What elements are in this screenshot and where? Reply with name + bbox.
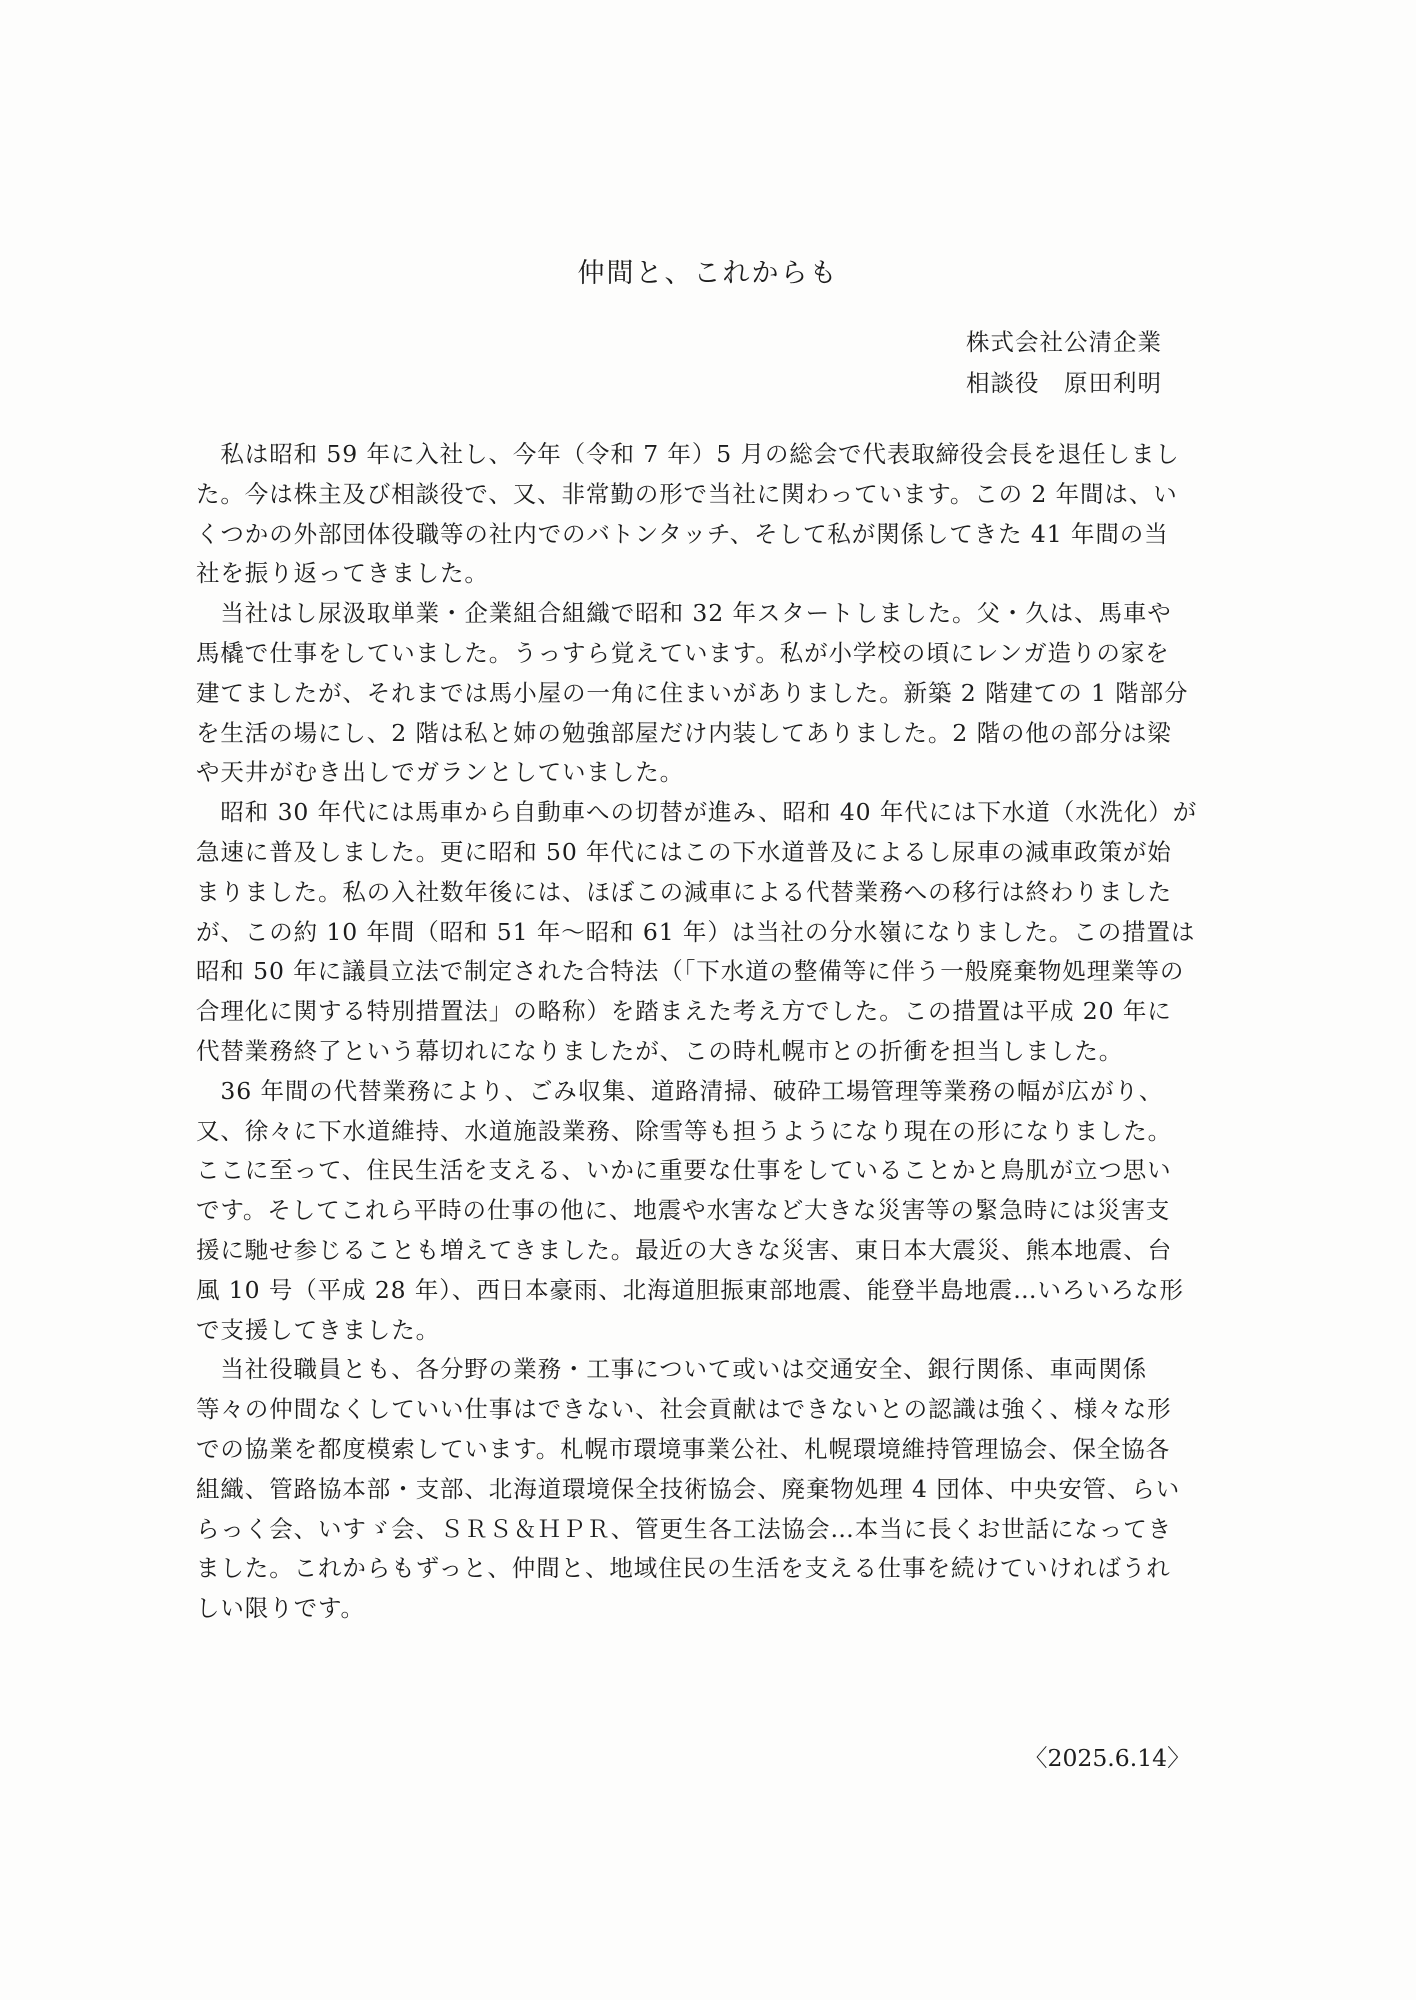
page-title: 仲間と、これからも xyxy=(577,258,839,289)
body-line: 当社役職員とも、各分野の業務・工事について或いは交通安全、銀行関係、車両関係 xyxy=(196,1355,1148,1384)
body-line: 代替業務終了という幕切れになりましたが、この時札幌市との折衝を担当しました。 xyxy=(196,1036,1124,1065)
body-line: らっく会、いすゞ会、ＳＲＳ＆ＨＰＲ、管更生各工法協会…本当に長くお世話になってき xyxy=(196,1514,1172,1543)
body-line: 援に馳せ参じることも増えてきました。最近の大きな災害、東日本大震災、熊本地震、台 xyxy=(196,1235,1172,1264)
body-line: 当社はし尿汲取単業・企業組合組織で昭和 32 年スタートしました。父・久は、馬車や xyxy=(196,599,1172,628)
body-line: 私は昭和 59 年に入社し、今年（令和 7 年）5 月の総会で代表取締役会長を退任しまし xyxy=(196,440,1180,468)
body-line: 風 10 号（平成 28 年）、西日本豪雨、北海道胆振東部地震、能登半島地震…いろいろな形 xyxy=(196,1275,1184,1304)
body-line: で支援してきました。 xyxy=(196,1315,440,1344)
author-company: 株式会社公清企業 xyxy=(966,328,1162,356)
body-line: 等々の仲間なくしていい仕事はできない、社会貢献はできないとの認識は強く、様々な形 xyxy=(196,1395,1172,1424)
author-role-name: 相談役 原田利明 xyxy=(966,369,1162,397)
body-line: 合理化に関する特別措置法」の略称）を踏まえた考え方でした。この措置は平成 20 年に xyxy=(196,997,1172,1026)
author-block xyxy=(966,322,1162,404)
letter-body xyxy=(196,435,1212,1629)
body-line: 建てましたが、それまでは馬小屋の一角に住まいがありました。新築 2 階建ての 1 階部分 xyxy=(196,678,1189,707)
body-line: ました。これからもずっと、仲間と、地域住民の生活を支える仕事を続けていければうれ xyxy=(196,1554,1171,1583)
body-line: 急速に普及しました。更に昭和 50 年代にはこの下水道普及によるし尿車の減車政策が始 xyxy=(196,837,1172,866)
letter-date: 〈2025.6.14〉 xyxy=(1024,1744,1191,1772)
body-line: が、この約 10 年間（昭和 51 年～昭和 61 年）は当社の分水嶺になりました。この措置は xyxy=(196,917,1196,946)
body-line: を生活の場にし、2 階は私と姉の勉強部屋だけ内装してありました。2 階の他の部分は梁 xyxy=(196,718,1172,747)
body-line: た。今は株主及び相談役で、又、非常勤の形で当社に関わっています。この 2 年間は、い xyxy=(196,479,1178,508)
body-line: 昭和 50 年に議員立法で制定された合特法（「下水道の整備等に伴う一般廃棄物処理業等の xyxy=(196,957,1185,986)
body-line: 又、徐々に下水道維持、水道施設業務、除雪等も担うようになり現在の形になりました。 xyxy=(196,1116,1172,1145)
body-line: しい限りです。 xyxy=(196,1594,365,1623)
body-line: 馬橇で仕事をしていました。うっすら覚えています。私が小学校の頃にレンガ造りの家を xyxy=(196,638,1170,667)
body-line: 昭和 30 年代には馬車から自動車への切替が進み、昭和 40 年代には下水道（水洗化）が xyxy=(196,798,1198,827)
body-line: ここに至って、住民生活を支える、いかに重要な仕事をしていることかと鳥肌が立つ思い xyxy=(196,1156,1172,1185)
body-line: 社を振り返ってきました。 xyxy=(196,559,489,588)
body-line: や天井がむき出しでガランとしていました。 xyxy=(196,758,684,787)
body-line: 組織、管路協本部・支部、北海道環境保全技術協会、廃棄物処理 4 団体、中央安管、らい xyxy=(196,1474,1181,1503)
body-line: です。そしてこれら平時の仕事の他に、地震や水害など大きな災害等の緊急時には災害支 xyxy=(196,1196,1171,1225)
body-line: 36 年間の代替業務により、ごみ収集、道路清掃、破砕工場管理等業務の幅が広がり、 xyxy=(196,1076,1164,1105)
body-line: での協業を都度模索しています。札幌市環境事業公社、札幌環境維持管理協会、保全協各 xyxy=(196,1434,1171,1463)
body-line: まりました。私の入社数年後には、ほぼこの減車による代替業務への移行は終わりました xyxy=(196,877,1172,906)
body-line: くつかの外部団体役職等の社内でのバトンタッチ、そして私が関係してきた 41 年間の当 xyxy=(196,519,1169,548)
